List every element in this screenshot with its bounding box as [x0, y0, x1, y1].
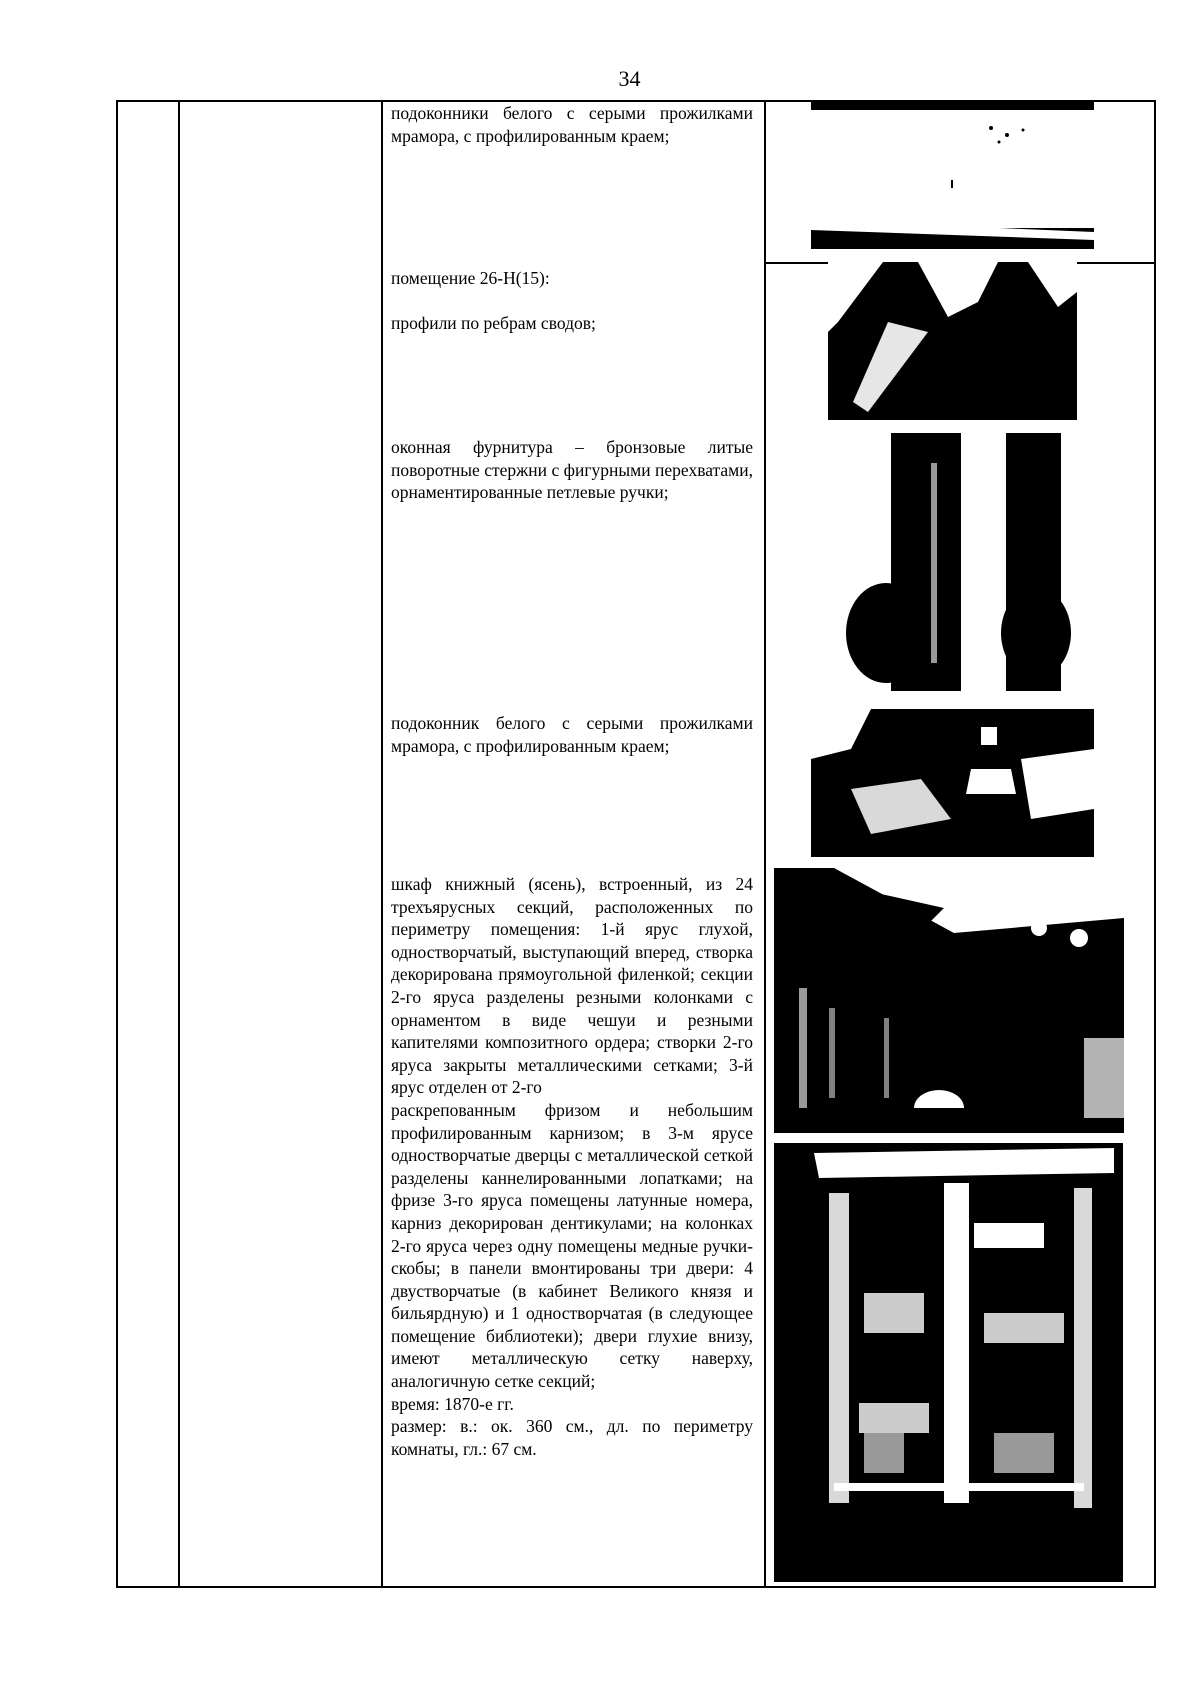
description-window-hardware: [391, 436, 753, 504]
photo-window-hardware: [831, 433, 1079, 691]
page-number: 34: [618, 66, 641, 91]
description-text: оконная фурнитура – бронзовые литые поворотные стержни с фигурными перехватами, орнаментированные петлевые ручки;: [391, 437, 753, 503]
description-date: время: 1870-е гг.: [391, 1393, 514, 1414]
description-text: подоконник белого с серыми прожилками мрамора, с профилированным краем;: [391, 713, 753, 756]
photo-windowsill: [811, 709, 1094, 857]
description-text: профили по ребрам сводов;: [391, 313, 596, 333]
room-heading-text: помещение 26-Н(15):: [391, 268, 550, 288]
description-text: подоконники белого с серыми прожилками мрамора, с профилированным краем;: [391, 103, 753, 146]
photo-library-room: [774, 868, 1124, 1133]
room-heading: [391, 267, 753, 290]
description-size: размер: в.: ок. 360 см., дл. по периметру комнаты, гл.: 67 см.: [391, 1416, 753, 1459]
column-divider-1: [178, 100, 180, 1588]
photo-bookcase: [774, 1143, 1123, 1582]
description-text-continued: раскрепованным фризом и небольшим профилированным карнизом; в 3-м ярусе одностворчатые дверцы с металлической сеткой разделены каннелированными лопатками; на фризе 3-го яруса помещены латунные номера, карниз декорирован дентикулами; на колонках 2-го яруса через одну помещены медные ручки-скобы; в панели вмонтированы три двери: 4 двустворчатые (в кабинет Великого князя и бильярдную) и 1 одностворчатая (в следующее помещение библиотеки); двери глухие внизу, имеют металлическую сетку наверху, аналогичную сетке секций;: [391, 1099, 753, 1392]
column-divider-3: [764, 100, 766, 1588]
description-vault-ribs: [391, 312, 753, 335]
column-divider-2: [381, 100, 383, 1588]
photo-windowsill-marble: [811, 100, 1094, 249]
photo-vault-ribs: [828, 262, 1077, 420]
description-bookcase: [391, 873, 753, 1460]
description-text: шкаф книжный (ясень), встроенный, из 24 трехъярусных секций, расположенных по периметру помещения: 1-й ярус глухой, одностворчатый, выступающий вперед, створка декорирована прямоугольной филенкой; секции 2-го яруса разделены резными колонками с орнаментом в виде чешуи и резными капителями композитного ордера; створки 2-го яруса закрыты металлическими сетками; 3-й ярус отделен от 2-го: [391, 874, 753, 1098]
description-windowsill-2: [391, 712, 753, 757]
description-windowsill-1: [391, 102, 753, 147]
